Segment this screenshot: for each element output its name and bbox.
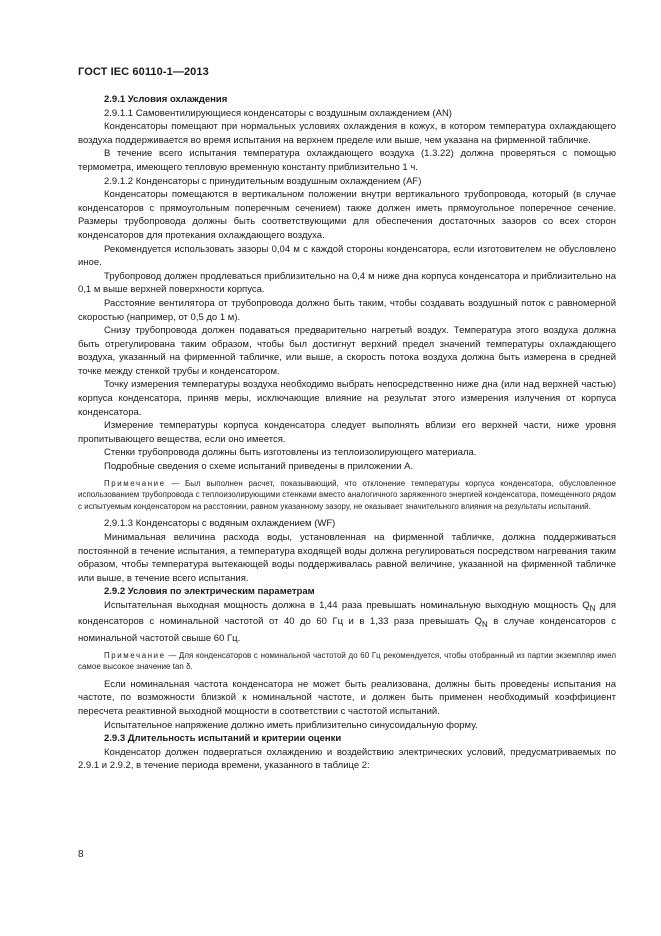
note-1 — [78, 478, 616, 513]
paragraph: Испытательное напряжение должно иметь приблизительно синусоидальную форму. — [104, 719, 478, 731]
text-run: для конденсаторов с номинальной частотой от 40 до 60 Гц и в 1,33 раза превышать Q — [78, 599, 616, 628]
note-label: Примечание — [104, 478, 166, 488]
section-heading-2-9-2: 2.9.2 Условия по электрическим параметрам — [104, 586, 315, 598]
page-number: 8 — [78, 849, 84, 860]
note-text: — Для конденсаторов с номинальной частотой до 60 Гц рекомендуется, чтобы отобранный из партии экземпляр имел самое высокое значение tan δ. — [78, 650, 616, 672]
text-run: в случае конденсаторов с номинальной частотой свыше 60 Гц. — [78, 616, 616, 644]
paragraph: В течение всего испытания температура охлаждающего воздуха (1.3.22) должна проверяться с помощью термометра, имеющего тепловую временную константу приблизительно 1 ч. — [78, 148, 616, 173]
note-text: — Был выполнен расчет, показывающий, что отклонение температуры корпуса конденсатора, обусловленное использованием трубопровода с теплоизолирующими стенками вместо аналогичного заряженного энергией конденсатора, помещенного рядом с испытуемым конденсатором на расстоянии, равном указанному зазору, не оказывает значительного влияния на результаты испытаний. — [78, 478, 616, 511]
document-header: ГОСТ IEC 60110-1—2013 — [78, 66, 209, 78]
paragraph: Подробные сведения о схеме испытаний приведены в приложении А. — [104, 461, 414, 473]
subsection-heading-2-9-1-2: 2.9.1.2 Конденсаторы с принудительным воздушным охлаждением (AF) — [104, 175, 422, 187]
subscript-n: N — [482, 620, 488, 630]
paragraph: Конденсаторы помещаются в вертикальном положении внутри вертикального трубопровода, который (в случае конденсаторов с прямоугольным поперечным сечением) также должен иметь прямоугольное поперечное сечение. Размеры трубопровода должны быть соответствующими для обеспечения достаточных зазоров со всех сторон конденсаторов для протекания охлаждающего воздуха. — [78, 189, 616, 241]
text-run: Испытательная выходная мощность должна в 1,44 раза превышать номинальную выходную мощность Q — [104, 599, 590, 611]
note-2 — [78, 650, 616, 673]
paragraph: Конденсатор должен подвергаться охлаждению и воздействию электрических условий, предусматриваемых по 2.9.1 и 2.9.2, в течение периода времени, указанного в таблице 2: — [78, 746, 616, 772]
paragraph: Если номинальная частота конденсатора не может быть реализована, должны быть проведены испытания на частоте, по возможности близкой к номинальной частоте, и должен быть применен необходимый коэффициент пересчета реактивной выходной мощности в соответствии с частотой испытаний. — [78, 678, 616, 717]
subscript-n: N — [589, 603, 596, 613]
subsection-heading-2-9-1-3: 2.9.1.3 Конденсаторы с водяным охлаждением (WF) — [104, 518, 336, 530]
paragraph: Конденсаторы помещают при нормальных условиях охлаждения в кожух, в котором температура охлаждающего воздуха поддерживается во время испытания на верхнем пределе или выше, чем указана на фирменной табличке. — [78, 121, 616, 146]
section-heading-2-9-3: 2.9.3 Длительность испытаний и критерии оценки — [104, 733, 342, 745]
paragraph: Измерение температуры корпуса конденсатора следует выполнять вблизи его верхней части, ниже уровня пропитывающего вещества, если оно имеется. — [78, 420, 616, 445]
document-body — [78, 93, 616, 773]
subsection-heading-2-9-1-1: 2.9.1.1 Самовентилирующиеся конденсаторы с воздушным охлаждением (AN) — [104, 107, 452, 119]
paragraph: Точку измерения температуры воздуха необходимо выбрать непосредственно ниже дна (или над верхней частью) корпуса конденсатора, приняв меры, исключающие влияние на результат этого измерения излучения от корпуса конденсатора. — [78, 379, 616, 418]
paragraph: Рекомендуется использовать зазоры 0,04 м с каждой стороны конденсатора, если изготовителем не обусловлено иное. — [78, 243, 616, 269]
paragraph: Трубопровод должен продлеваться приблизительно на 0,4 м ниже дна корпуса конденсатора и приблизительно на 0,1 м выше верхней поверхности корпуса. — [78, 270, 616, 296]
paragraph: Снизу трубопровода должен подаваться предварительно нагретый воздух. Температура этого воздуха должна быть отрегулирована таким образом, чтобы был достигнут верхний предел значений температуры охлаждающего воздуха, указанный на фирменной табличке, или выше, а скорость потока воздуха должна быть измерена в средней точке между стенкой трубы и конденсатором. — [78, 325, 616, 377]
paragraph — [78, 599, 616, 646]
paragraph: Расстояние вентилятора от трубопровода должно быть таким, чтобы создавать воздушный поток с равномерной скоростью (например, от 0,5 до 1 м). — [78, 297, 616, 323]
section-heading-2-9-1: 2.9.1 Условия охлаждения — [104, 94, 228, 105]
paragraph: Минимальная величина расхода воды, установленная на фирменной табличке, должна поддерживаться постоянной в течение испытания, а температура входящей воды должна регулироваться посредством нагревания таким образом, чтобы температура вытекающей воды поддерживалась равной величине, указанной на фирменной табличке или выше, в течение всего испытания. — [78, 532, 616, 584]
paragraph: Стенки трубопровода должны быть изготовлены из теплоизолирующего материала. — [104, 447, 477, 459]
note-label: Примечание — [104, 650, 166, 660]
